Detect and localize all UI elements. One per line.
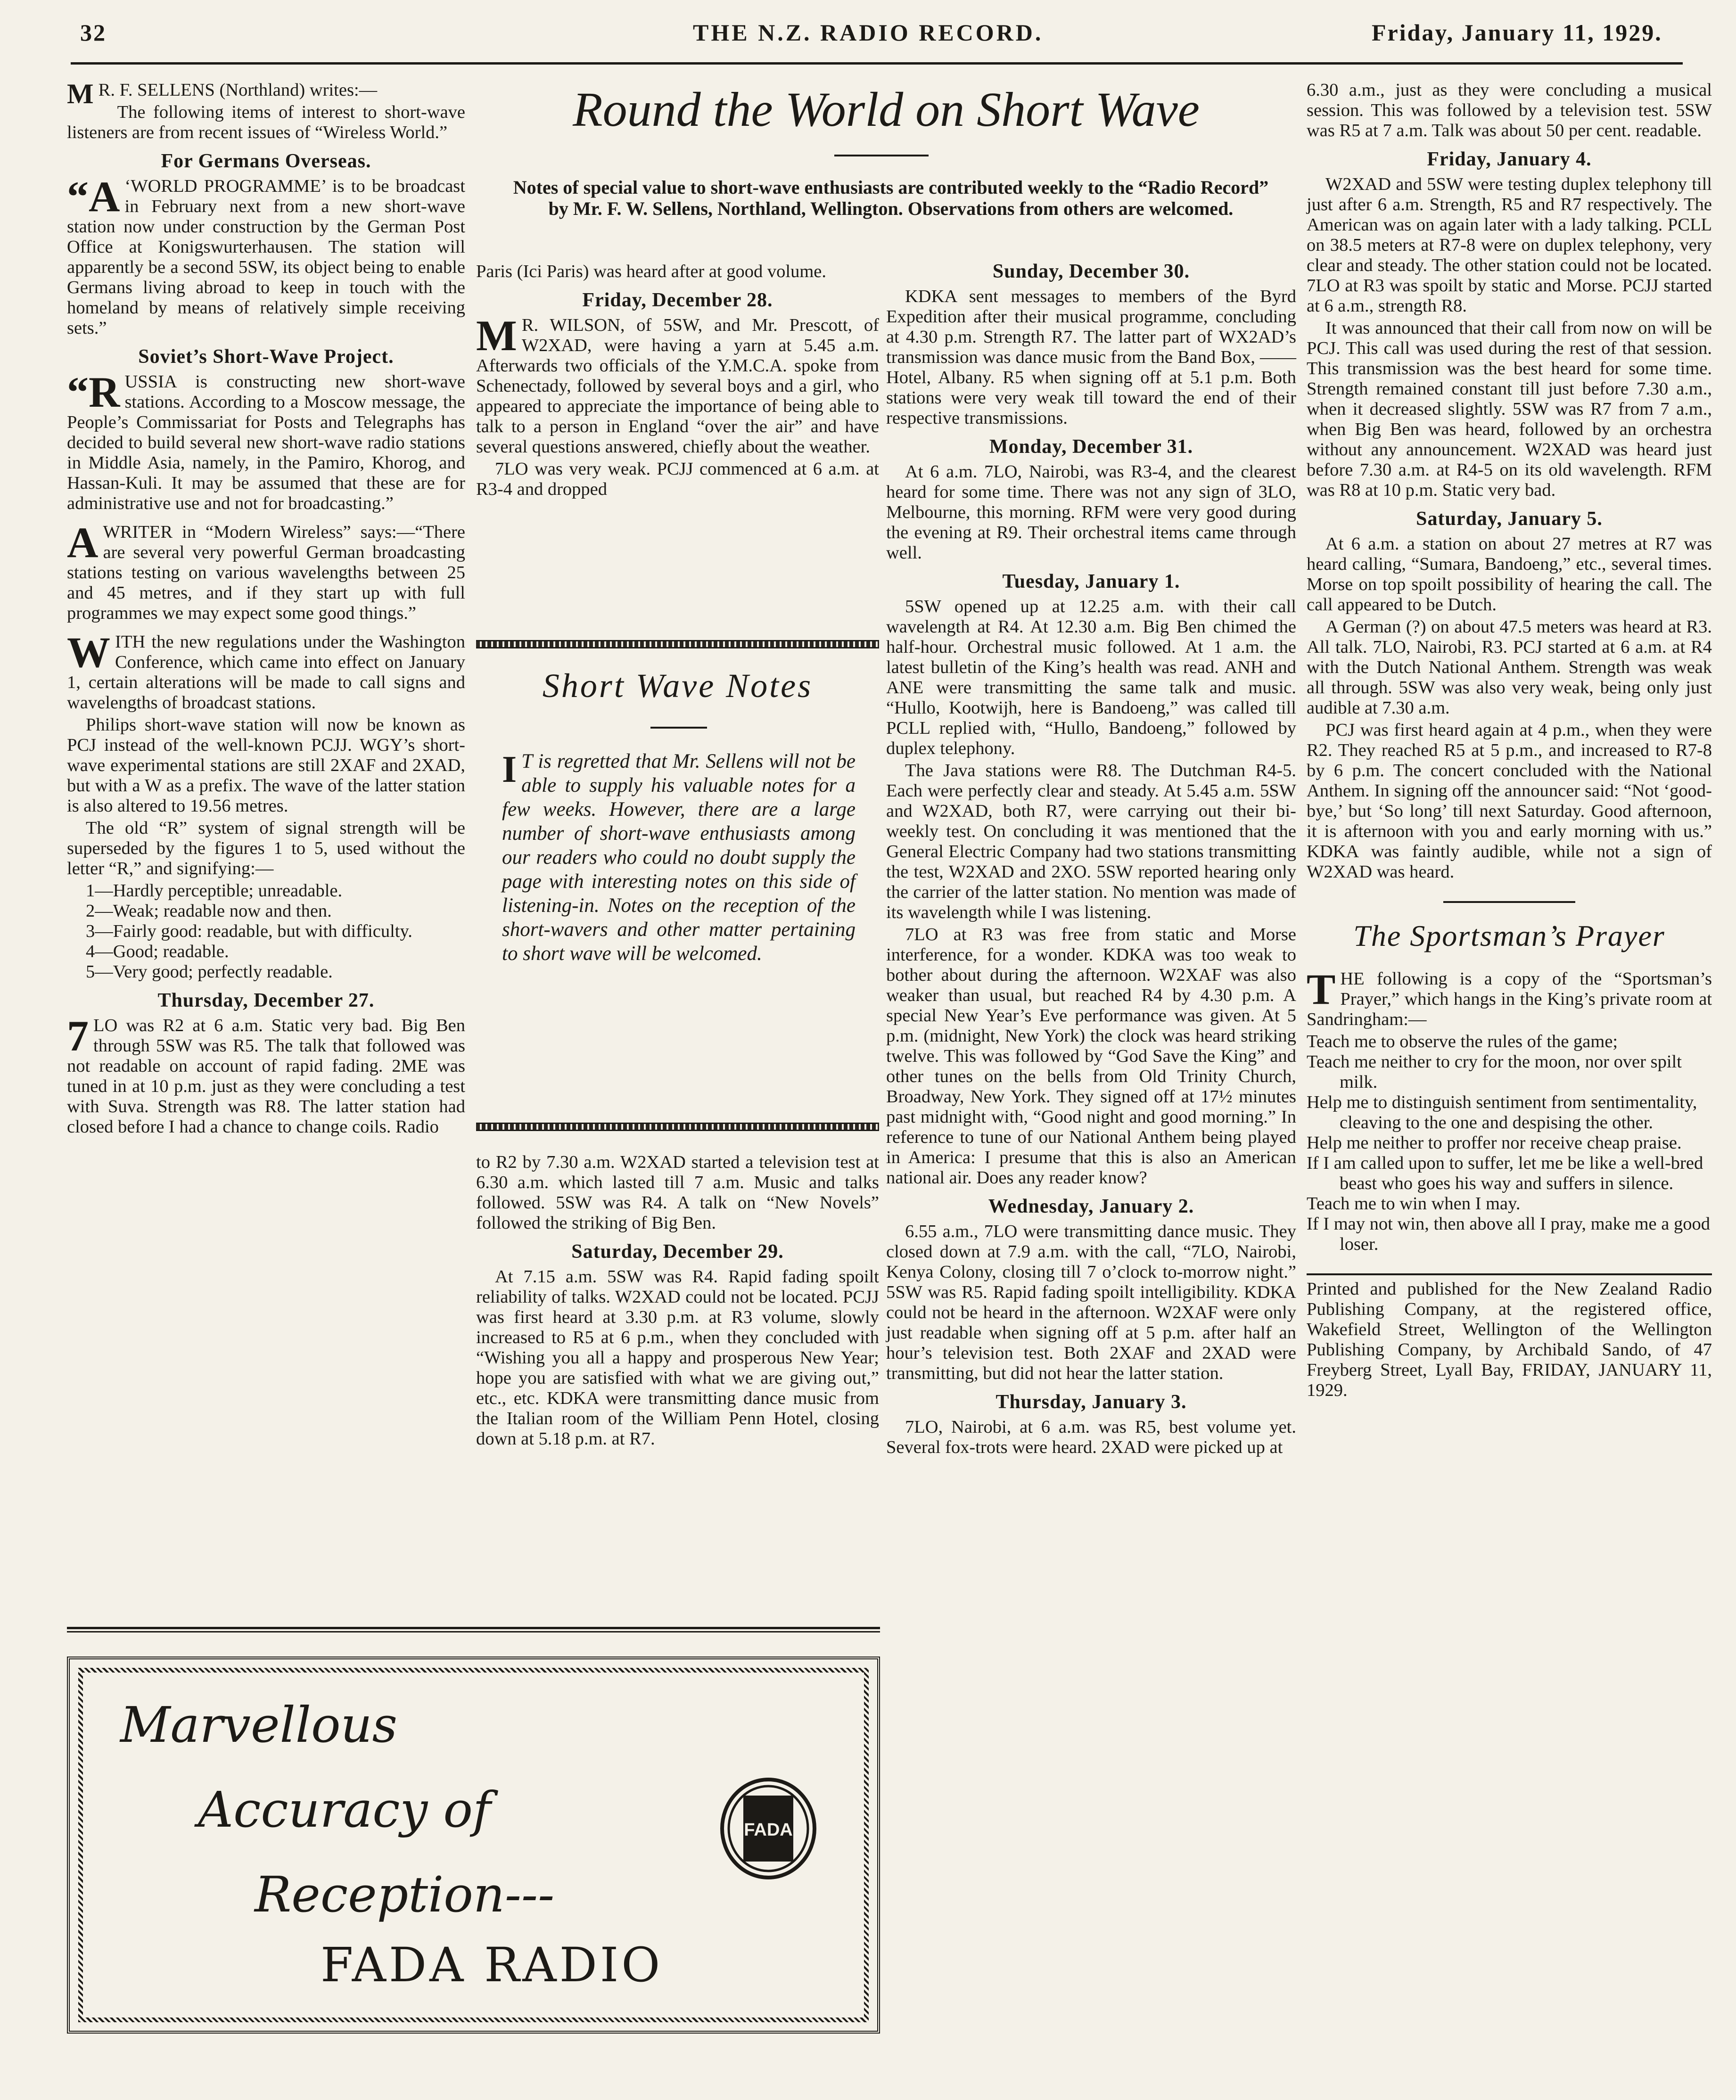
intro-paragraph: The following items of interest to short-wave listeners are from recent issues of “Wireless World.” <box>67 102 465 142</box>
heading-saturday-jan-5: Saturday, January 5. <box>1416 508 1603 530</box>
scale-item: 3—Fairly good: readable, but with difficulty. <box>86 921 412 941</box>
german-station-paragraph: A German (?) on about 47.5 meters was heard at R3. All talk. 7LO, Nairobi, R3. PCJ started at 6 a.m. at R4 with the Dutch National Anthem. Strength was weak all through. 5SW was also very weak, being only just audible at 7.30 a.m. <box>1307 617 1712 718</box>
advert-line-1: Marvellous <box>120 1696 397 1754</box>
prayer-intro: THE following is a copy of the “Sportsman’s Prayer,” which hangs in the King’s private room at Sandringham:— <box>1307 965 1712 1029</box>
section-rule <box>1443 901 1575 903</box>
short-wave-notes-rule <box>650 727 707 729</box>
heading-tuesday-jan-1: Tuesday, January 1. <box>1002 571 1180 592</box>
heading-monday-dec-31: Monday, December 31. <box>989 436 1193 458</box>
friday-dec-28-paragraph: M R. WILSON, of 5SW, and Mr. Prescott, of W2XAD, were having a yarn at 5.45 a.m. Afterwards two officials of the Y.M.C.A. spoke from Schenectady, followed by several boys and a girl, who appeared to appreciate the importance of being able to talk to a person in England “over the air” and have several questions answered, chiefly about the weather. <box>476 312 879 457</box>
ornamental-rule <box>476 640 879 648</box>
scale-item: 5—Very good; perfectly readable. <box>86 962 333 982</box>
short-wave-notes-title: Short Wave Notes <box>542 667 813 705</box>
heading-soviet-project: Soviet’s Short-Wave Project. <box>138 346 394 368</box>
thursday-jan-3-paragraph: 7LO, Nairobi, at 6 a.m. was R5, best volume yet. Several fox-trots were heard. 2XAD were picked up at <box>886 1417 1296 1457</box>
heading-wednesday-jan-2: Wednesday, January 2. <box>988 1196 1194 1217</box>
issue-date: Friday, January 11, 1929. <box>1372 19 1662 46</box>
feature-title: Round the World on Short Wave <box>573 82 1200 137</box>
prayer-line: If I may not win, then above all I pray, make me a good loser. <box>1307 1214 1710 1254</box>
philips-paragraph: Philips short-wave station will now be known as PCJ instead of the well-known PCJJ. WGY’s short-wave experimental stations are still 2XAF and 2XAD, but with a W as a prefix. The wave of the latter station is also altered to 19.56 metres. <box>67 715 465 816</box>
heading-thursday-dec-27: Thursday, December 27. <box>157 990 375 1011</box>
saturday-dec-29-paragraph: At 7.15 a.m. 5SW was R4. Rapid fading spoilt reliability of talks. W2XAD could not be located. PCJJ was first heard at 3.30 p.m. at R3 volume, slowly increased to R5 at 6 p.m., when they concluded with “Wishing you all a happy and prosperous New Year; hope you are satisfied with what we are giving out,” etc., etc. KDKA were transmitting dance music from the Italian room of the William Penn Hotel, closing down at 5.18 p.m. at R7. <box>476 1267 879 1449</box>
writer-paragraph: AWRITER in “Modern Wireless” says:—“There are several very powerful German broadcasting stations testing on various wavelengths between 25 and 45 metres, and if they start up with full programmes we may expect some good things.” <box>67 518 465 623</box>
scale-item: 1—Hardly perceptible; unreadable. <box>86 881 343 901</box>
heading-friday-jan-4: Friday, January 4. <box>1427 148 1592 170</box>
sunday-dec-30-paragraph: KDKA sent messages to members of the Byrd Expedition after their musical programme, concluding at 4.30 p.m. Strength R7. The latter part of WX2AD’s transmission was dance music from the Band Box, —— Hotel, Albany. R5 when signing off at 5.1 p.m. Both stations were very weak till toward the end of their respective transmissions. <box>886 287 1296 428</box>
heading-saturday-dec-29: Saturday, December 29. <box>571 1241 784 1263</box>
monday-dec-31-paragraph: At 6 a.m. 7LO, Nairobi, was R3-4, and the clearest heard for some time. There was not any sign of 3LO, Melbourne, this morning. RFM were very good during the evening at R9. Their orchestral items came through well. <box>886 462 1296 563</box>
scale-item: 2—Weak; readable now and then. <box>86 901 332 921</box>
germans-paragraph: “A ‘WORLD PROGRAMME’ is to be broadcast in February next from a new short-wave station now under construction by the German Post Office at Konigswurterhausen. The station will apparently be a second 5SW, its object being to enable Germans living abroad to keep in touch with the homeland by means of relatively simple receiving sets.” <box>67 172 465 338</box>
publisher-imprint: Printed and published for the New Zealand Radio Publishing Company, at the registered office, Wakefield Street, Wellington of the Wellington Publishing Company, by Archibald Sando, of 47 Freyberg Street, Lyall Bay, FRIDAY, JANUARY 11, 1929. <box>1307 1273 1712 1401</box>
saturday-jan-5-paragraph: At 6 a.m. a station on about 27 metres at R7 was heard calling, “Sumara, Bandoeng,” etc., several times. Morse on top spoilt possibility of hearing the call. The call appeared to be Dutch. <box>1307 534 1712 615</box>
short-wave-notes-body: I T is regretted that Mr. Sellens will not be able to supply his valuable notes for a few weeks. However, there are a large number of short-wave enthusiasts among our readers who could no doubt supply the page with interesting notes on this side of listening-in. Notes on the reception of the short-wavers and other matter pertaining to short wave will be welcomed. <box>502 749 856 965</box>
feature-intro: Notes of special value to short-wave enthusiasts are contributed weekly to the “Radio Record” by Mr. F. W. Sellens, Northland, Wellington. Observations from others are welcomed. <box>513 177 1269 219</box>
friday-jan-4-paragraph: W2XAD and 5SW were testing duplex telephony till just after 6 a.m. Strength, R5 and R7 respectively. The American was on again later with a lady talking. PCLL on 38.5 meters at R7-8 were on duplex telephony, very clear and steady. The other station could not be located. 7LO at R3 was spoilt by static and Morse. PCJJ started at 6 a.m., strength R8. <box>1307 174 1712 316</box>
pcj-paragraph: It was announced that their call from now on will be PCJ. This call was used during the rest of that session. This transmission was the best heard for some time. Strength remained constant till just before 7.30 a.m., when it decreased slightly. 5SW was R7 from 7 a.m., when Big Ben was heard, followed by an orchestra without any announcement. W2XAD was heard just before 7.30 a.m. at R4-5 on its old wavelength. RFM was R8 at 10 p.m. Static very bad. <box>1307 318 1712 500</box>
column-4 <box>1307 80 1712 1403</box>
tuesday-jan-1-paragraph: 5SW opened up at 12.25 a.m. with their call wavelength at R4. At 12.30 a.m. Big Ben chimed the half-hour. Orchestral music followed. At 1 a.m. the latest bulletin of the King’s health was read. ANH and ANE were transmitting the same talk and music. “Hullo, Kootwijh, here is Bandoeng,” was called till PCLL replied with, “Hullo, Bandoeng,” followed by duplex telephony. <box>886 597 1296 758</box>
prayer-line: If I am called upon to suffer, let me be like a well-bred beast who goes his way and suffers in silence. <box>1307 1153 1703 1193</box>
heading-germans-overseas: For Germans Overseas. <box>161 150 371 172</box>
strength-scale-list <box>67 881 465 982</box>
paris-paragraph: Paris (Ici Paris) was heard after at good volume. <box>476 262 827 281</box>
7lo-paragraph: 7LO was very weak. PCJJ commenced at 6 a.m. at R3-4 and dropped <box>476 459 879 499</box>
advert-line-3: Reception--- <box>255 1866 555 1923</box>
7lo-r3-paragraph: 7LO at R3 was free from static and Morse interference, for a wonder. KDKA was too weak to bother about during the afternoon. W2XAF was also weaker than usual, but reached R4 by 4.30 p.m. A special New Year’s Eve performance was given. At 5 p.m. (midnight, New York) the clock was heard striking twelve. This was followed by “God Save the King” and other tunes on the bells from Old Trinity Church, Broadway, New York. They signed off at 17½ minutes past midnight with, “Good night and good morning.” In reference to tune of our National Anthem being played in America: I presume that this is also an American national air. Does any reader know? <box>886 925 1296 1188</box>
column-1 <box>67 80 465 1139</box>
wednesday-jan-2-paragraph: 6.55 a.m., 7LO were transmitting dance music. They closed down at 7.9 a.m. with the call, “7LO, Nairobi, Kenya Colony, closing till 7 o’clock to-morrow night.” 5SW was R5. Rapid fading spoilt intelligibility. KDKA could not be heard in the afternoon. W2XAF were only just readable when signing off at 5 p.m. after half an hour’s television test. Both 2XAF and 2XAD were transmitting, but did not hear the latter station. <box>886 1222 1296 1383</box>
prayer-line: Teach me to observe the rules of the game; <box>1307 1032 1618 1051</box>
continuation-paragraph: 6.30 a.m., just as they were concluding a musical session. This was followed by a television test. 5SW was R5 at 7 a.m. Talk was about 50 per cent. readable. <box>1307 80 1712 140</box>
column-2 <box>476 262 879 501</box>
header-rule <box>71 62 1683 65</box>
soviet-paragraph: “RUSSIA is constructing new short-wave stations. According to a Moscow message, the People’s Commissariat for Posts and Telegraphs has decided to build several new short-wave radio stations in Middle Asia, namely, in the Pamiro, Khorog, and Hassan-Kuli. It may be assumed that these are for administrative use and not for broadcasting.” <box>67 368 465 513</box>
java-paragraph: The Java stations were R8. The Dutchman R4-5. Each were perfectly clear and steady. At 5.45 a.m. 5SW and W2XAD, both R7, were carrying out their bi-weekly test. On concluding it was mentioned that the General Electric Company had two stations transmitting the test, W2XAD and 2XO. 5SW reported hearing only the carrier of the latter station. No mention was made of its wavelength while I was listening. <box>886 761 1296 922</box>
logo-text: FADA <box>744 1820 793 1840</box>
byline: M R. F. SELLENS (Northland) writes:— <box>67 78 378 109</box>
prayer-line: Teach me neither to cry for the moon, nor over spilt milk. <box>1307 1052 1682 1092</box>
r-system-paragraph: The old “R” system of signal strength will be superseded by the figures 1 to 5, used without the letter “R,” and signifying:— <box>67 818 465 878</box>
prayer-lines <box>1307 1032 1712 1255</box>
r2-paragraph: to R2 by 7.30 a.m. W2XAD started a television test at 6.30 a.m. which lasted till 7 a.m. Music and talks followed. 5SW was R4. A talk on “New Novels” followed the striking of Big Ben. <box>476 1152 879 1233</box>
heading-friday-dec-28: Friday, December 28. <box>582 289 773 311</box>
publication-title: THE N.Z. RADIO RECORD. <box>693 19 1044 46</box>
prayer-line: Help me neither to proffer nor receive cheap praise. <box>1307 1133 1682 1153</box>
regulations-paragraph: WITH the new regulations under the Washington Conference, which came into effect on January 1, certain alterations will be made to call signs and wavelengths of broadcast stations. <box>67 628 465 713</box>
heading-sunday-dec-30: Sunday, December 30. <box>992 261 1190 282</box>
scale-item: 4—Good; readable. <box>86 942 229 961</box>
prayer-line: Help me to distinguish sentiment from sentimentality, cleaving to the one and despising the other. <box>1307 1092 1697 1132</box>
advert-line-4: FADA RADIO <box>321 1937 663 1993</box>
column-2-continued <box>476 1152 879 1451</box>
fada-logo-icon <box>719 1777 818 1880</box>
column-3 <box>886 262 1296 1460</box>
thursday-dec-27-paragraph: 7 LO was R2 at 6 a.m. Static very bad. Big Ben through 5SW was R5. The talk that followed was not readable on account of rapid fading. 2ME was tuned in at 10 p.m. just as they were concluding a test with Suva. Strength was R8. The latter station had closed before I had a chance to change coils. Radio <box>67 1012 465 1137</box>
heading-thursday-jan-3: Thursday, January 3. <box>996 1391 1187 1413</box>
sportsmans-prayer-title: The Sportsman’s Prayer <box>1353 919 1665 952</box>
advert-line-2: Accuracy of <box>198 1781 491 1838</box>
advert-rule <box>67 1627 880 1632</box>
page-number: 32 <box>80 19 107 46</box>
pcj-afternoon-paragraph: PCJ was first heard again at 4 p.m., when they were R2. They reached R5 at 5 p.m., and increased to R7-8 by 6 p.m. The concert concluded with the National Anthem. In signing off the announcer said: “Not ‘good-bye,’ but ‘So long’ till next Saturday. Good afternoon, it is afternoon with you and early morning with us.” KDKA was faintly audible, while not a sign of W2XAD was heard. <box>1307 720 1712 882</box>
ornamental-rule <box>476 1123 879 1131</box>
prayer-line: Teach me to win when I may. <box>1307 1194 1521 1214</box>
title-rule <box>834 155 929 156</box>
